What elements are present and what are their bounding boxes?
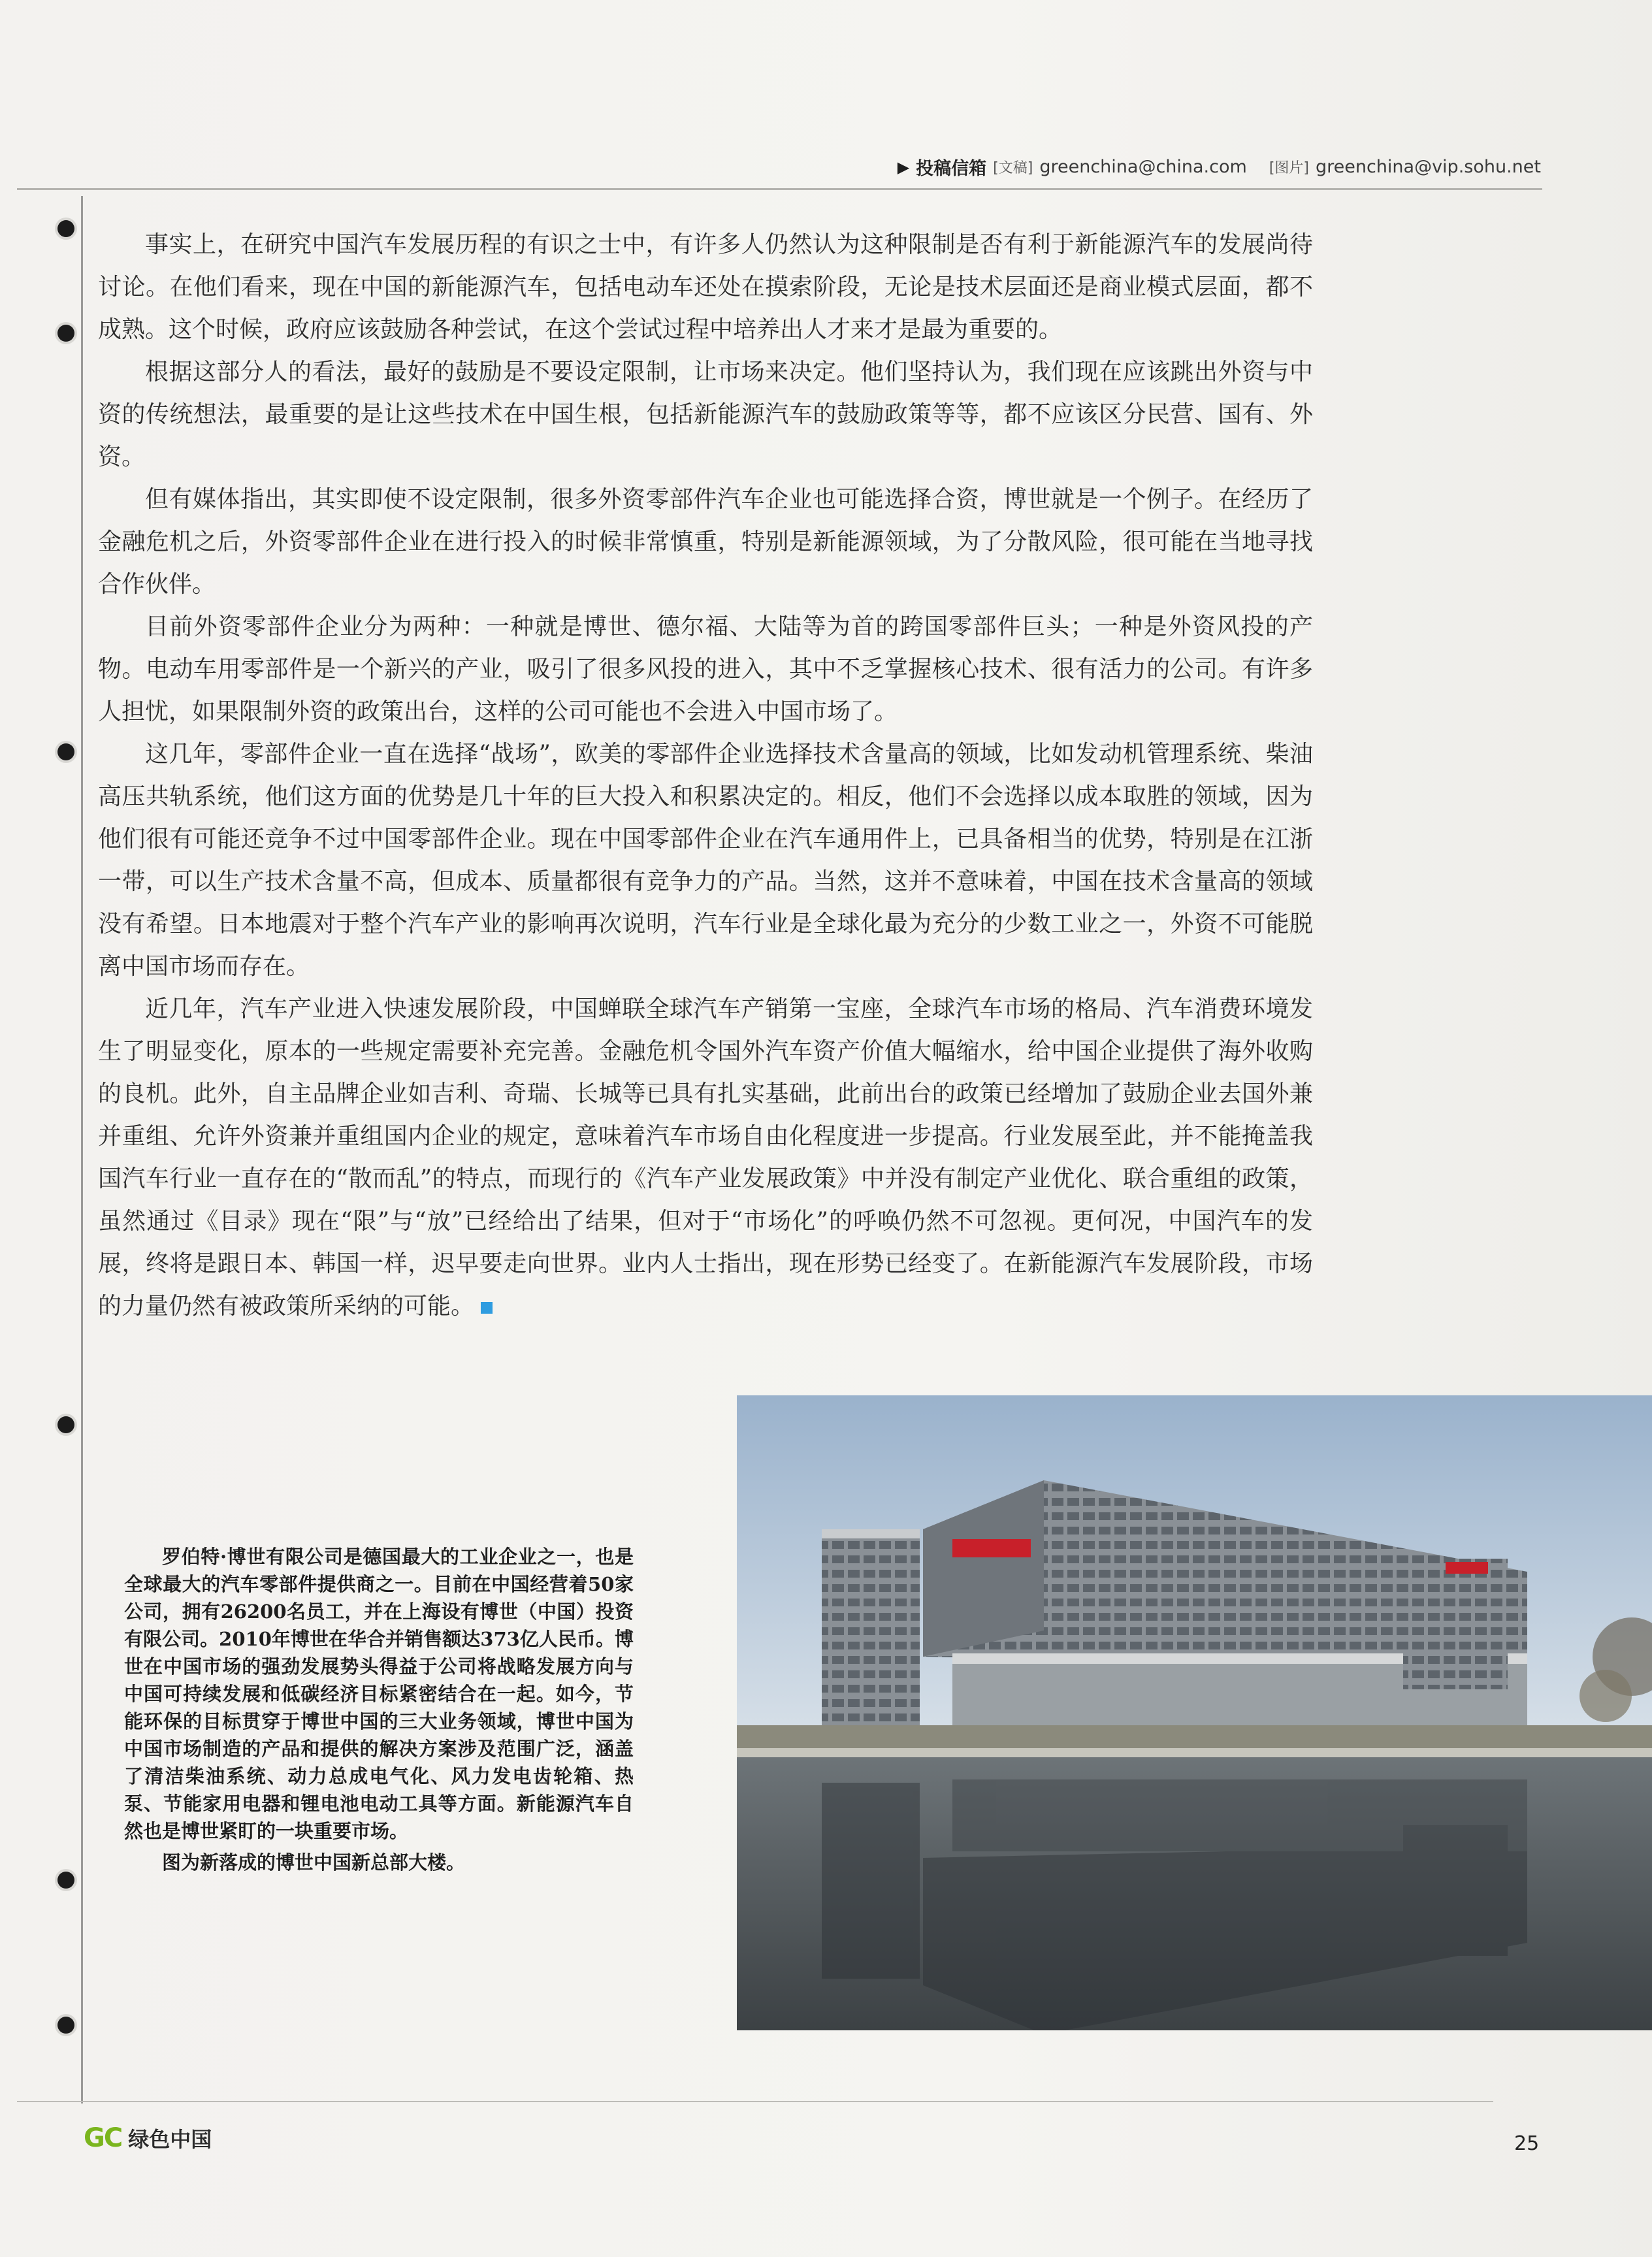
page-number: 25 <box>1514 2132 1540 2155</box>
article-body <box>98 223 1313 1327</box>
caption-text: 罗伯特·博世有限公司是德国最大的工业企业之一，也是全球最大的汽车零部件提供商之一。目前在中国经营着50家公司，拥有26200名员工，并在上海设有博世（中国）投资有限公司。2010年博世在华合并销售额达373亿人民币。博世在中国市场的强劲发展势头得益于公司将战略发展方向与中国可持续发展和低碳经济目标紧密结合在一起。如今，节能环保的目标贯穿于博世中国的三大业务领域，博世中国为中国市场制造的产品和提供的解决方案涉及范围广泛，涵盖了清洁柴油系统、动力总成电气化、风力发电齿轮箱、热泵、节能家用电器和锂电池电动工具等方面。新能源汽车自然也是博世紧盯的一块重要市场。 <box>124 1546 634 1842</box>
magazine-name: 绿色中国 <box>128 2127 212 2152</box>
text-email[interactable]: greenchina@china.com <box>1039 157 1247 177</box>
footer-divider <box>17 2101 1493 2102</box>
binder-hole <box>57 2017 74 2034</box>
submission-header <box>898 154 1541 180</box>
article-paragraph-text: 近几年，汽车产业进入快速发展阶段，中国蝉联全球汽车产销第一宝座，全球汽车市场的格局、汽车消费环境发生了明显变化，原本的一些规定需要补充完善。金融危机令国外汽车资产价值大幅缩水，给中国企业提供了海外收购的良机。此外，自主品牌企业如吉利、奇瑞、长城等已具有扎实基础，此前出台的政策已经增加了鼓励企业去国外兼并重组、允许外资兼并重组国内企业的规定，意味着汽车市场自由化程度进一步提高。行业发展至此，并不能掩盖我国汽车行业一直存在的“散而乱”的特点，而现行的《汽车产业发展政策》中并没有制定产业优化、联合重组的政策，虽然通过《目录》现在“限”与“放”已经给出了结果，但对于“市场化”的呼唤仍然不可忽视。更何况，中国汽车的发展，终将是跟日本、韩国一样，迟早要走向世界。业内人士指出，现在形势已经变了。在新能源汽车发展阶段，市场的力量仍然有被政策所采纳的可能。 <box>98 996 1313 1320</box>
margin-rule <box>81 196 83 2103</box>
magazine-logo <box>84 2123 212 2153</box>
binder-hole <box>57 220 74 237</box>
image-tag: [图片] <box>1269 160 1309 176</box>
gc-logo-mark: GC <box>84 2123 122 2153</box>
image-email[interactable]: greenchina@vip.sohu.net <box>1315 157 1541 177</box>
article-paragraph: 根据这部分人的看法，最好的鼓励是不要设定限制，让市场来决定。他们坚持认为，我们现在应该跳出外资与中资的传统想法，最重要的是让这些技术在中国生根，包括新能源汽车的鼓励政策等等，都不应该区分民营、国有、外资。 <box>98 359 1313 470</box>
article-paragraph: 事实上，在研究中国汽车发展历程的有识之士中，有许多人仍然认为这种限制是否有利于新能源汽车的发展尚待讨论。在他们看来，现在中国的新能源汽车，包括电动车还处在摸索阶段，无论是技术层面还是商业模式层面，都不成熟。这个时候，政府应该鼓励各种尝试，在这个尝试过程中培养出人才来才是最为重要的。 <box>98 231 1313 343</box>
binder-hole <box>57 1416 74 1433</box>
article-paragraph: 这几年，零部件企业一直在选择“战场”，欧美的零部件企业选择技术含量高的领域，比如发动机管理系统、柴油高压共轨系统，他们这方面的优势是几十年的巨大投入和积累决定的。相反，他们不会选择以成本取胜的领域，因为他们很有可能还竞争不过中国零部件企业。现在中国零部件企业在汽车通用件上，已具备相当的优势，特别是在江浙一带，可以生产技术含量不高，但成本、质量都很有竞争力的产品。当然，这并不意味着，中国在技术含量高的领域没有希望。日本地震对于整个汽车产业的影响再次说明，汽车行业是全球化最为充分的少数工业之一，外资不可能脱离中国市场而存在。 <box>98 741 1313 980</box>
end-mark-icon <box>481 1302 493 1314</box>
binder-hole <box>57 1872 74 1889</box>
bosch-headquarters-photo <box>737 1395 1652 2030</box>
article-last-paragraph <box>98 988 1313 1327</box>
photo-caption <box>124 1543 634 1876</box>
binder-hole <box>57 743 74 760</box>
binder-hole <box>57 325 74 342</box>
play-arrow-icon: ▶ <box>897 157 910 176</box>
text-tag: [文稿] <box>993 160 1033 176</box>
caption-note: 图为新落成的博世中国新总部大楼。 <box>162 1851 466 1874</box>
building-image <box>737 1395 1652 2030</box>
article-paragraph: 目前外资零部件企业分为两种：一种就是博世、德尔福、大陆等为首的跨国零部件巨头；一种是外资风投的产物。电动车用零部件是一个新兴的产业，吸引了很多风投的进入，其中不乏掌握核心技术、很有活力的公司。有许多人担忧，如果限制外资的政策出台，这样的公司可能也不会进入中国市场了。 <box>98 613 1313 725</box>
header-divider <box>17 188 1542 190</box>
submission-label: 投稿信箱 <box>916 159 987 179</box>
article-paragraph: 但有媒体指出，其实即使不设定限制，很多外资零部件汽车企业也可能选择合资，博世就是一个例子。在经历了金融危机之后，外资零部件企业在进行投入的时候非常慎重，特别是新能源领域，为了分散风险，很可能在当地寻找合作伙伴。 <box>98 486 1313 598</box>
